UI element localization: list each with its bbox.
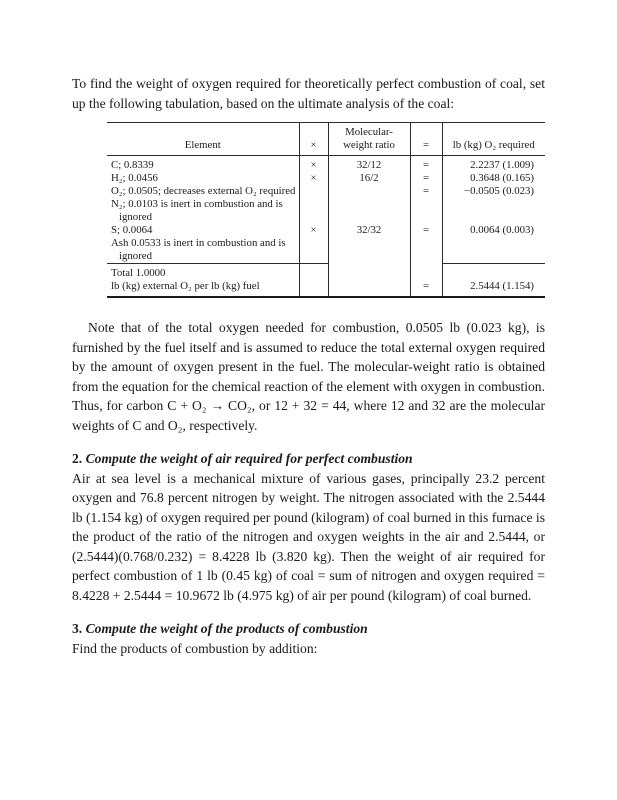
section-3-number: 3. <box>72 621 83 636</box>
section-3-title: Compute the weight of the products of combustion <box>85 621 368 636</box>
cell-equals: = <box>410 172 442 185</box>
cell-required: 0.0064 (0.003) <box>442 224 545 237</box>
section-2-paragraph: Air at sea level is a mechanical mixture of various gases, principally 23.2 percent oxygen and 76.8 percent nitrogen by weight. The nitrogen associated with the 2.5444 lb (1.154 kg) of oxygen required per pound (kilogram) of coal burned in this furnace is the product of the ratio of the nitrogen and oxygen weights in the air and 2.5444, or (2.5444)(0.768/0.232) = 8.4228 lb (3.820 kg). Then the weight of air required for perfect combustion of 1 lb (0.45 kg) of coal = sum of nitrogen and oxygen required = 8.4228 + 2.5444 = 10.9672 lb (4.975 kg) of air per pound (kilogram) of coal burned. <box>72 470 545 603</box>
header-ratio: Molecular-weight ratio <box>328 123 410 156</box>
cell-ratio: 32/32 <box>328 224 410 237</box>
cell-times <box>299 198 328 224</box>
total-required-cell: 2.5444 (1.154) <box>442 264 545 298</box>
cell-ratio: 32/12 <box>328 156 410 173</box>
cell-required <box>442 198 545 224</box>
cell-equals: = <box>410 156 442 173</box>
table-total-row <box>107 264 545 298</box>
table-row-nitrogen <box>107 198 545 224</box>
total-equals-cell: = <box>410 264 442 298</box>
cell-times <box>299 237 328 264</box>
oxygen-requirement-table <box>107 122 545 298</box>
cell-equals: = <box>410 185 442 198</box>
cell-equals <box>410 198 442 224</box>
table-row-hydrogen <box>107 172 545 185</box>
total-line1: Total 1.0000 <box>111 267 166 279</box>
cell-element: Ash 0.0533 is inert in combustion and is ignored <box>111 237 286 262</box>
cell-required: 2.2237 (1.009) <box>442 156 545 173</box>
table-row-oxygen <box>107 185 545 198</box>
section-3-paragraph: Find the products of combustion by addition: <box>72 640 318 656</box>
section-2-number: 2. <box>72 451 83 466</box>
note-paragraph: Note that of the total oxygen needed for combustion, 0.0505 lb (0.023 kg), is furnished by the fuel itself and is assumed to reduce the total external oxygen required by the amount of oxygen present in the fuel. The molecular-weight ratio is obtained from the equation for the chemical reaction of the element with oxygen in combustion. Thus, for carbon C + O₂ → CO₂, or 12 + 32 = 44, where 12 and 32 are the molecular weights of C and O₂, respectively. <box>72 320 545 433</box>
cell-ratio: 16/2 <box>328 172 410 185</box>
cell-times: × <box>299 156 328 173</box>
cell-element: H₂; 0.0456 <box>111 172 158 184</box>
cell-equals: = <box>410 224 442 237</box>
cell-ratio <box>328 198 410 224</box>
section-2-title: Compute the weight of air required for perfect combustion <box>85 451 413 466</box>
table-row-carbon <box>107 156 545 173</box>
cell-required <box>442 237 545 264</box>
combustion-oxygen-table <box>107 122 545 298</box>
cell-required: −0.0505 (0.023) <box>442 185 545 198</box>
table-row-sulfur <box>107 224 545 237</box>
cell-times: × <box>299 172 328 185</box>
cell-element: N₂; 0.0103 is inert in combustion and is ignored <box>111 198 283 223</box>
table-header-row <box>107 123 545 156</box>
total-times-cell <box>299 264 328 298</box>
cell-required: 0.3648 (0.165) <box>442 172 545 185</box>
header-element: Element <box>107 123 299 156</box>
cell-equals <box>410 237 442 264</box>
total-line2: lb (kg) external O₂ per lb (kg) fuel <box>111 280 260 292</box>
cell-times <box>299 185 328 198</box>
cell-element: C; 0.8339 <box>111 159 154 171</box>
intro-paragraph: To find the weight of oxygen required for theoretically perfect combustion of coal, set up the following tabulation, based on the ultimate analysis of the coal: <box>72 76 545 111</box>
cell-ratio <box>328 237 410 264</box>
table-row-ash <box>107 237 545 264</box>
cell-ratio <box>328 185 410 198</box>
total-ratio-cell <box>328 264 410 298</box>
section-2-heading <box>72 449 545 469</box>
header-equals: = <box>410 123 442 156</box>
section-3-heading <box>72 619 545 639</box>
cell-element: S; 0.0064 <box>111 224 153 236</box>
header-required: lb (kg) O₂ required <box>442 123 545 156</box>
header-times: × <box>299 123 328 156</box>
cell-times: × <box>299 224 328 237</box>
cell-element: O₂; 0.0505; decreases external O₂ required <box>111 185 296 197</box>
total-label-cell <box>107 264 299 298</box>
